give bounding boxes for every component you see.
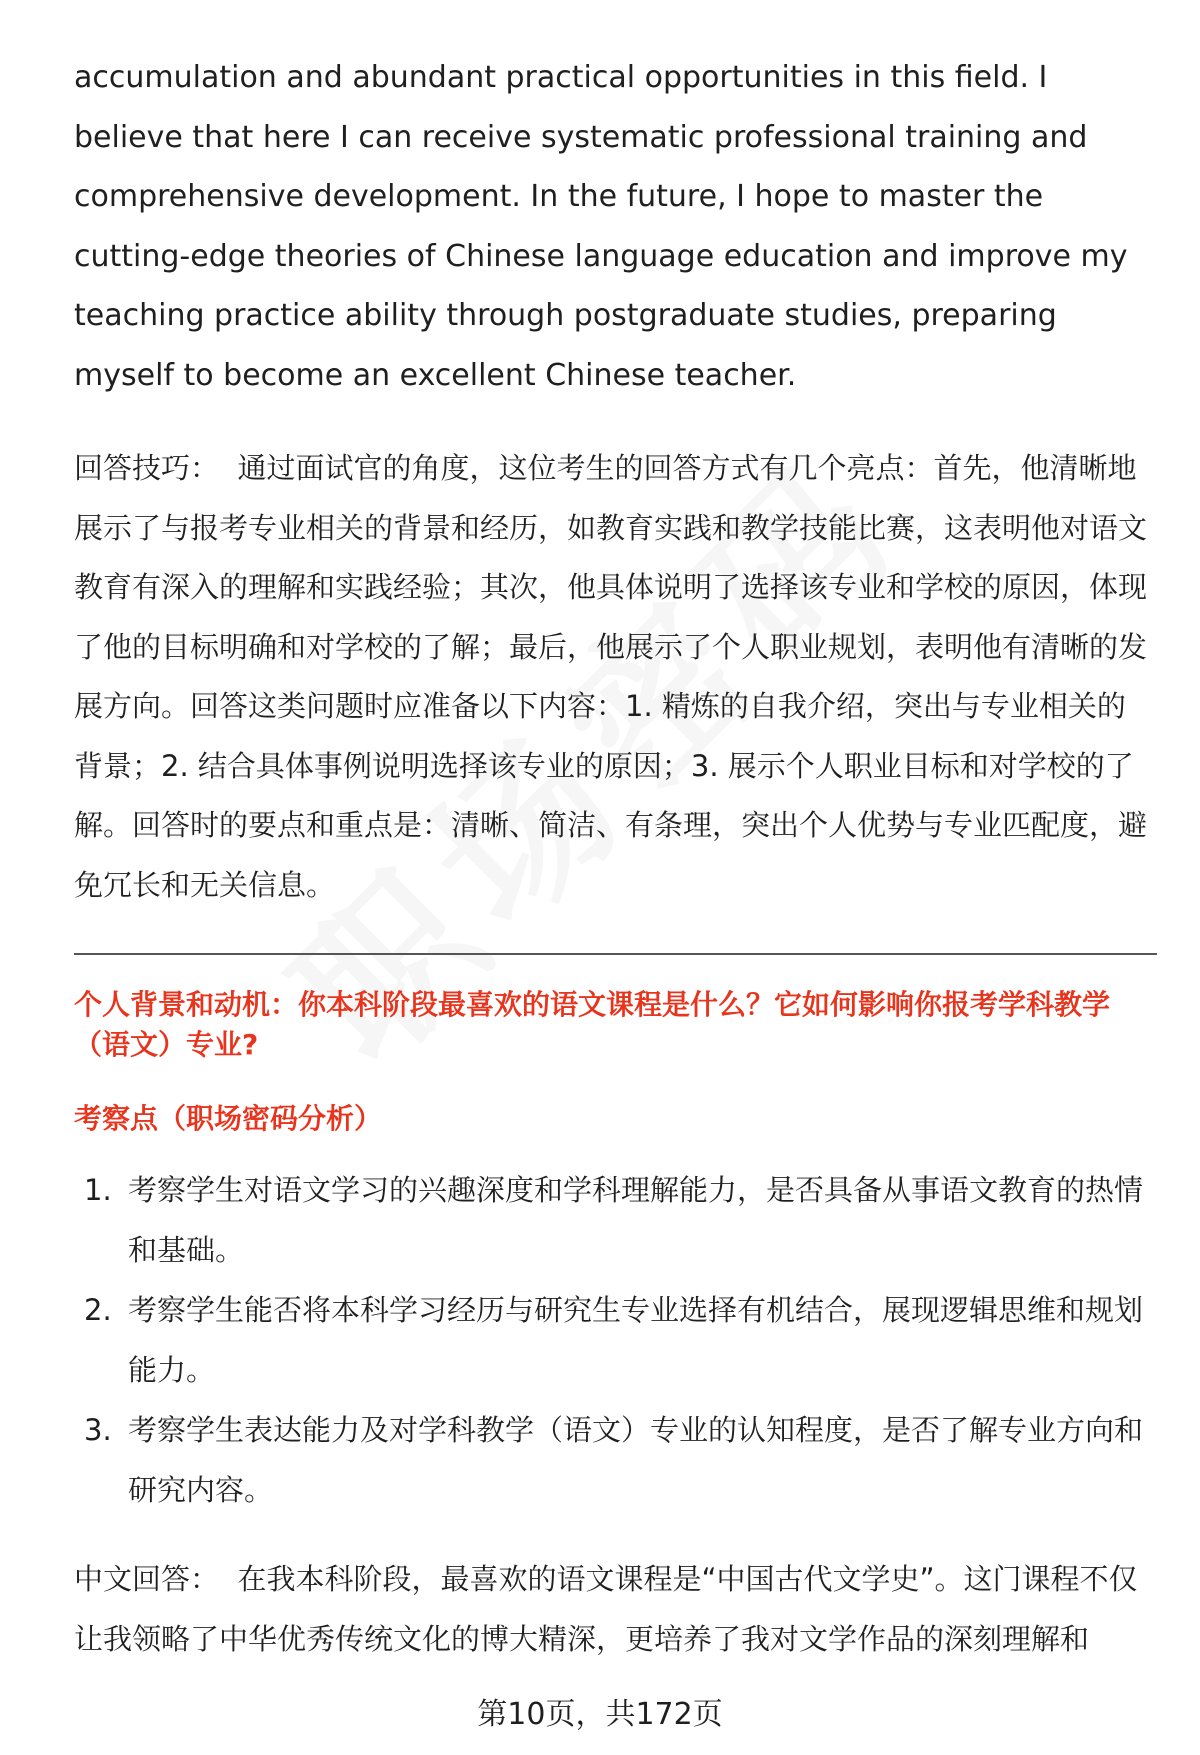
question-heading: 个人背景和动机：你本科阶段最喜欢的语文课程是什么？它如何影响你报考学科教学（语文）专业? <box>74 988 1111 1061</box>
answer-tips-text: 通过面试官的角度，这位考生的回答方式有几个亮点：首先，他清晰地展示了与报考专业相关的背景和经历，如教育实践和教学技能比赛，这表明他对语文教育有深入的理解和实践经验；其次，他具体说明了选择该专业和学校的原因，体现了他的目标明确和对学校的了解；最后，他展示了个人职业规划，表明他有清晰的发展方向。回答这类问题时应准备以下内容：1. 精炼的自我介绍，突出与专业相关的背景；2. 结合具体事例说明选择该专业的原因；3. 展示个人职业目标和对学校的了解。回答时的要点和重点是：清晰、简洁、有条理，突出个人优势与专业匹配度，避免冗长和无关信息。 <box>74 451 1148 902</box>
page-number-footer: 第10页，共172页 <box>477 1697 723 1732</box>
list-item-text: 考察学生表达能力及对学科教学（语文）专业的认知程度，是否了解专业方向和研究内容。 <box>128 1413 1144 1507</box>
chinese-answer-paragraph <box>74 1550 1154 1669</box>
section-divider <box>74 953 1157 955</box>
answer-tips-paragraph <box>74 439 1154 915</box>
list-item <box>74 1401 1154 1520</box>
list-item-text: 考察学生对语文学习的兴趣深度和学科理解能力，是否具备从事语文教育的热情和基础。 <box>128 1173 1144 1267</box>
answer-tips-label: 回答技巧： <box>74 451 220 485</box>
list-item <box>74 1161 1154 1280</box>
assessment-list <box>74 1161 1154 1520</box>
list-item-text: 考察学生能否将本科学习经历与研究生专业选择有机结合，展现逻辑思维和规划能力。 <box>128 1293 1144 1387</box>
list-item-number: 3. <box>84 1413 112 1447</box>
chinese-answer-text: 在我本科阶段，最喜欢的语文课程是“中国古代文学史”。这门课程不仅让我领略了中华优秀传统文化的博大精深，更培养了我对文学作品的深刻理解和 <box>74 1562 1138 1656</box>
page-content <box>74 48 1154 1669</box>
chinese-answer-label: 中文回答： <box>74 1562 220 1596</box>
english-answer-paragraph: accumulation and abundant practical opportunities in this field. I believe that here I can receive systematic professional training and comprehensive development. In the future, I hope to master the cutting-edge theories of Chinese language education and improve my teaching practice ability through postgraduate studies, preparing myself to become an excellent Chinese teacher. <box>74 60 1128 393</box>
list-item <box>74 1281 1154 1400</box>
list-item-number: 2. <box>84 1293 112 1327</box>
assessment-heading: 考察点（职场密码分析） <box>74 1102 383 1135</box>
list-item-number: 1. <box>84 1173 112 1207</box>
